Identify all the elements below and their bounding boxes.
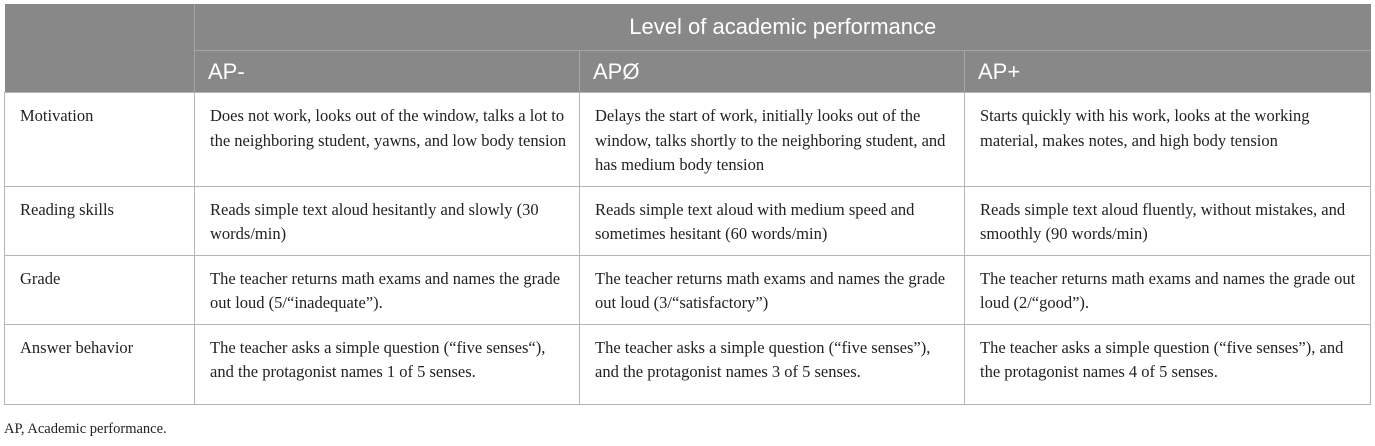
academic-performance-table-container [4,4,1370,405]
table-footnote: AP, Academic performance. [4,421,167,437]
table-row-reading-skills [5,186,1371,255]
table-cell: The teacher asks a simple question (“five senses”), and the protagonist names 4 of 5 senses. [965,324,1371,404]
row-label: Answer behavior [5,324,195,404]
table-body [5,93,1371,405]
table-cell: The teacher returns math exams and names the grade out loud (2/“good”). [965,255,1371,324]
group-header-row [5,4,1371,51]
table-cell: Delays the start of work, initially looks out of the window, talks shortly to the neighboring student, and has medium body tension [580,93,965,187]
group-header-cell: Level of academic performance [195,4,1371,51]
table-row-answer-behavior [5,324,1371,404]
column-header-ap-neutral: APØ [580,51,965,93]
table-row-motivation [5,93,1371,187]
table-cell: The teacher returns math exams and names the grade out loud (3/“satisfactory”) [580,255,965,324]
academic-performance-table [4,4,1371,405]
column-header-ap-minus: AP- [195,51,580,93]
table-cell: Starts quickly with his work, looks at the working material, makes notes, and high body tension [965,93,1371,187]
row-label: Reading skills [5,186,195,255]
column-header-row [5,51,1371,93]
row-label: Motivation [5,93,195,187]
table-cell: Reads simple text aloud fluently, without mistakes, and smoothly (90 words/min) [965,186,1371,255]
table-cell: The teacher asks a simple question (“five senses“), and the protagonist names 1 of 5 senses. [195,324,580,404]
table-cell: Reads simple text aloud hesitantly and slowly (30 words/min) [195,186,580,255]
column-header-ap-plus: AP+ [965,51,1371,93]
table-cell: Does not work, looks out of the window, talks a lot to the neighboring student, yawns, and low body tension [195,93,580,187]
table-header [5,4,1371,93]
table-row-grade [5,255,1371,324]
table-cell: The teacher returns math exams and names the grade out loud (5/“inadequate”). [195,255,580,324]
row-label: Grade [5,255,195,324]
table-cell: Reads simple text aloud with medium speed and sometimes hesitant (60 words/min) [580,186,965,255]
table-cell: The teacher asks a simple question (“five senses”), and the protagonist names 3 of 5 senses. [580,324,965,404]
corner-cell [5,4,195,93]
